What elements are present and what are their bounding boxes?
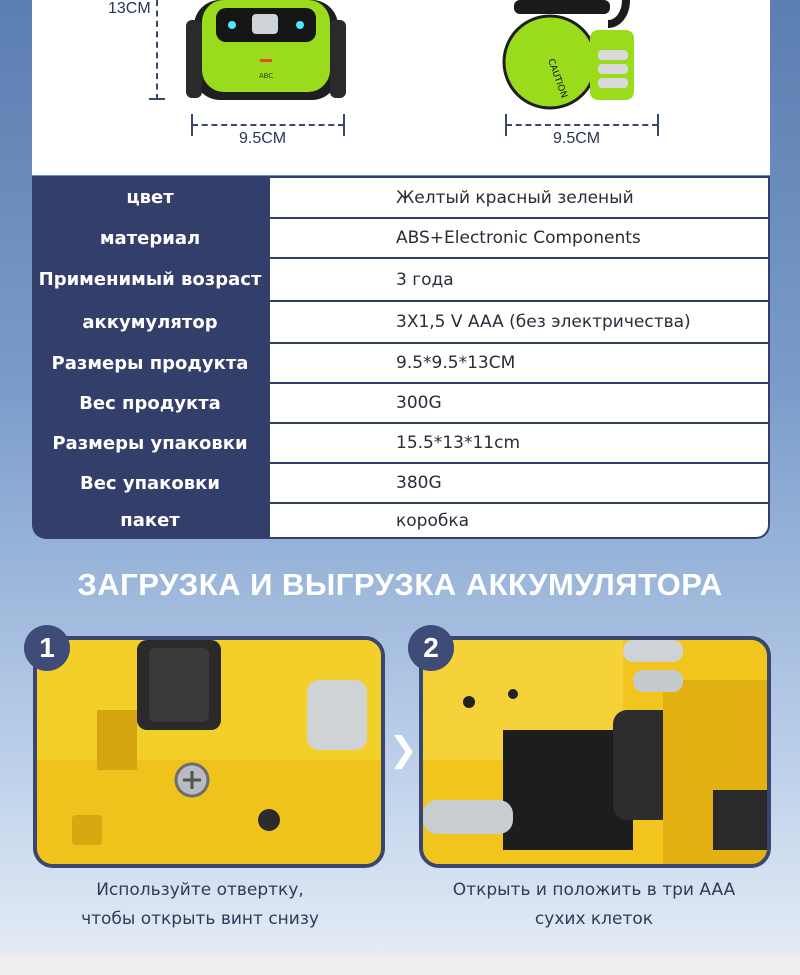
table-row (32, 504, 770, 537)
robot-badge-label: ABC (258, 72, 274, 80)
table-row (32, 464, 770, 502)
section-title: ЗАГРУЗКА И ВЫГРУЗКА АККУМУЛЯТОРА (77, 567, 723, 602)
robot-front-image (186, 0, 346, 104)
table-row (32, 302, 770, 342)
spec-value: коробка (270, 504, 768, 537)
robot-caution-label: CAUTION (545, 57, 569, 100)
width-dimension-line-right (506, 124, 658, 126)
width-dimension-tick-left-b (343, 114, 345, 136)
battery-compartment-image (423, 640, 767, 864)
height-dimension-line (156, 0, 158, 100)
product-dimensions-panel (32, 0, 770, 175)
width-dimension-line-left (192, 124, 344, 126)
height-dimension-label: 13CM (108, 0, 151, 17)
table-row (32, 178, 770, 217)
table-row (32, 424, 770, 462)
spec-value: 9.5*9.5*13CM (270, 344, 768, 382)
table-row (32, 259, 770, 300)
step-2-badge: 2 (408, 625, 454, 671)
step-1-image (33, 636, 385, 868)
width-dimension-tick-left-a (191, 114, 193, 136)
bottom-strip (0, 955, 800, 975)
table-row (32, 344, 770, 382)
width-dimension-tick-right-a (505, 114, 507, 136)
step-2-caption (424, 876, 764, 934)
spec-key: материал (99, 227, 201, 249)
spec-value: 380G (270, 464, 768, 502)
width-dimension-label-right: 9.5CM (553, 130, 601, 147)
step-1-caption-line1: Используйте отвертку, (96, 880, 304, 900)
step-1-caption (30, 876, 370, 934)
spec-key: Вес продукта (79, 392, 221, 414)
spec-value: ABS+Electronic Components (270, 219, 768, 257)
width-dimension-tick-right-b (657, 114, 659, 136)
spec-value: 300G (270, 384, 768, 422)
spec-value: Желтый красный зеленый (270, 178, 768, 217)
step-2-image (419, 636, 771, 868)
chevron-right-icon: ❯ (389, 730, 418, 770)
spec-value: 3X1,5 V AAA (без электричества) (270, 302, 768, 342)
table-row (32, 219, 770, 257)
spec-value: 15.5*13*11cm (270, 424, 768, 462)
spec-key: цвет (126, 187, 174, 208)
spec-table (32, 176, 770, 539)
spec-key: Вес упаковки (80, 472, 220, 494)
table-row (32, 384, 770, 422)
step-2-caption-line1: Открыть и положить в три AAA (452, 880, 736, 900)
spec-key: аккумулятор (82, 311, 218, 333)
robot-side-image (498, 0, 648, 110)
spec-key: пакет (120, 510, 180, 531)
spec-key: Размеры продукта (51, 352, 249, 374)
step-2-caption-line2: сухих клеток (534, 909, 654, 929)
battery-cover-screw-image (37, 640, 381, 864)
step-1-caption-line2: чтобы открыть винт снизу (81, 909, 319, 929)
height-dimension-tick (149, 98, 165, 100)
spec-key: Размеры упаковки (52, 432, 248, 454)
width-dimension-label-left: 9.5CM (239, 130, 287, 147)
step-1-badge: 1 (24, 625, 70, 671)
spec-key: Применимый возраст (38, 269, 262, 290)
spec-value: 3 года (270, 259, 768, 300)
